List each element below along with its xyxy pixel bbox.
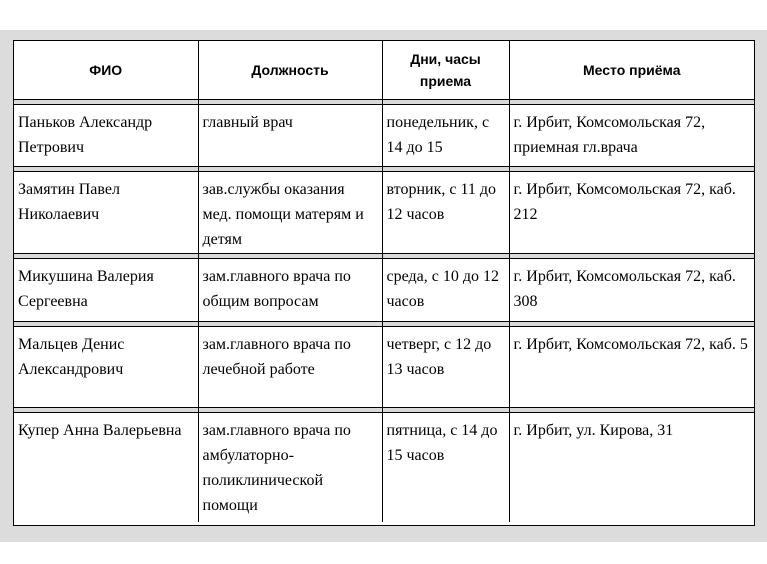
cell-name: Микушина Валерия Сергеевна — [14, 259, 198, 322]
cell-name: Купер Анна Валерьевна — [14, 413, 198, 523]
cell-position: главный врач — [198, 105, 382, 167]
cell-place: г. Ирбит, Комсомольская 72, каб. 5 — [509, 327, 754, 408]
cell-days: понедельник, с 14 до 15 — [382, 105, 509, 167]
cell-place: г. Ирбит, ул. Кирова, 31 — [509, 413, 754, 523]
cell-days: четверг, с 12 до 13 часов — [382, 327, 509, 408]
header-place: Место приёма — [509, 41, 754, 100]
table-row — [14, 259, 754, 322]
schedule-table-container — [13, 40, 755, 526]
cell-name: Паньков Александр Петрович — [14, 105, 198, 167]
cell-days: вторник, с 11 до 12 часов — [382, 172, 509, 254]
cell-name: Замятин Павел Николаевич — [14, 172, 198, 254]
cell-position: зав.службы оказания мед. помощи матерям и детям — [198, 172, 382, 254]
table-row — [14, 172, 754, 254]
cell-position: зам.главного врача по общим вопросам — [198, 259, 382, 322]
cell-place: г. Ирбит, Комсомольская 72, каб. 308 — [509, 259, 754, 322]
table-row — [14, 327, 754, 408]
table-header-row — [14, 41, 754, 100]
cell-place: г. Ирбит, Комсомольская 72, каб. 212 — [509, 172, 754, 254]
table-row — [14, 413, 754, 523]
table-row — [14, 105, 754, 167]
header-days: Дни, часы приема — [382, 41, 509, 100]
cell-days: пятница, с 14 до 15 часов — [382, 413, 509, 523]
header-position: Должность — [198, 41, 382, 100]
page-background — [0, 30, 767, 542]
cell-name: Мальцев Денис Александрович — [14, 327, 198, 408]
cell-place: г. Ирбит, Комсомольская 72, приемная гл.врача — [509, 105, 754, 167]
header-name: ФИО — [14, 41, 198, 100]
cell-position: зам.главного врача по лечебной работе — [198, 327, 382, 408]
cell-position: зам.главного врача по амбулаторно-поликлинической помощи — [198, 413, 382, 523]
cell-days: среда, с 10 до 12 часов — [382, 259, 509, 322]
reception-schedule-table — [14, 41, 754, 522]
